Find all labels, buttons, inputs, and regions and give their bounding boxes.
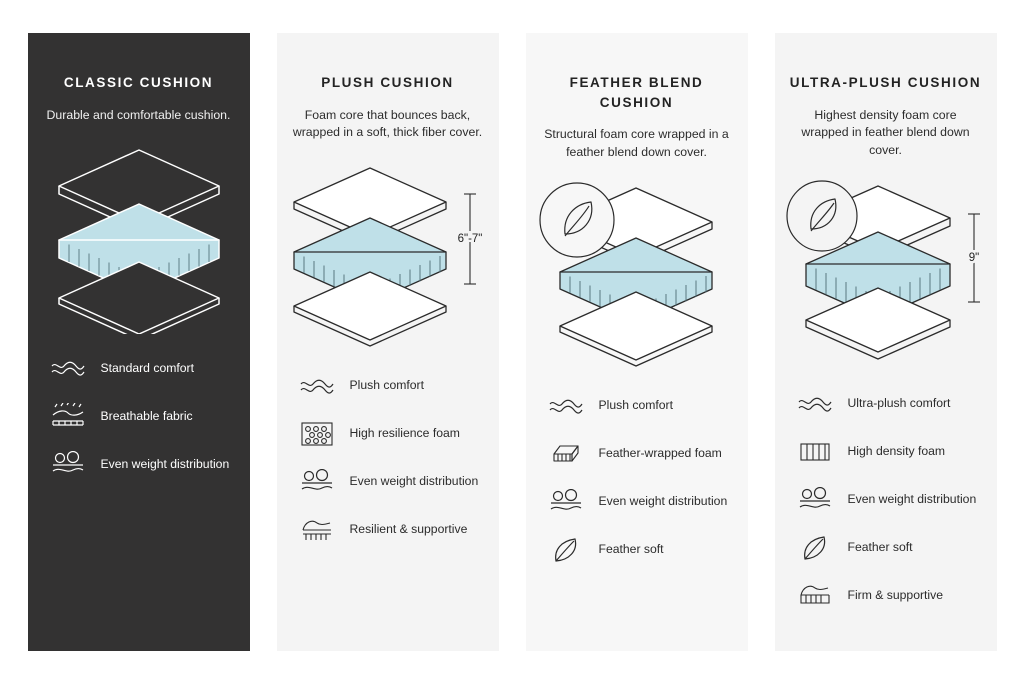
- wave-icon: [546, 391, 586, 421]
- card-ultra-plush-cushion[interactable]: [775, 33, 997, 651]
- card-description: Foam core that bounces back, wrapped in a soft, thick fiber cover.: [292, 107, 483, 140]
- even-weight-icon: [297, 467, 337, 497]
- dimension-label: 9": [968, 252, 980, 265]
- feature-label: Breathable fabric: [100, 408, 193, 423]
- card-title: CLASSIC CUSHION: [63, 75, 214, 90]
- feature-list: [775, 388, 997, 612]
- card-title: ULTRA-PLUSH CUSHION: [789, 75, 982, 90]
- cushion-illustration: [526, 172, 748, 384]
- feature-item[interactable]: [297, 418, 483, 450]
- feature-label: Firm & supportive: [847, 588, 943, 603]
- resilient-support-icon: [297, 515, 337, 545]
- feature-label: High density foam: [847, 444, 946, 459]
- feature-item[interactable]: [546, 534, 732, 566]
- feature-label: Plush comfort: [598, 397, 674, 412]
- card-feather-blend-cushion[interactable]: [526, 33, 748, 651]
- feature-item[interactable]: [795, 436, 981, 468]
- card-description: Durable and comfortable cushion.: [46, 107, 231, 122]
- feather-icon: [546, 535, 586, 565]
- feature-item[interactable]: [795, 532, 981, 564]
- cushion-illustration: [775, 170, 997, 382]
- feature-item[interactable]: [546, 438, 732, 470]
- feature-label: Resilient & supportive: [349, 522, 468, 537]
- feature-label: Ultra-plush comfort: [847, 396, 951, 411]
- feature-item[interactable]: [48, 400, 234, 432]
- card-description: Structural foam core wrapped in a feather blend down cover.: [544, 127, 729, 159]
- dimension-label: 6"-7": [457, 233, 483, 246]
- feature-item[interactable]: [546, 390, 732, 422]
- feature-label: Feather soft: [847, 540, 913, 555]
- feature-item[interactable]: [48, 448, 234, 480]
- firm-support-icon: [795, 581, 835, 611]
- feature-label: Even weight distribution: [847, 492, 977, 507]
- feature-list: [277, 370, 499, 546]
- feature-item[interactable]: [297, 514, 483, 546]
- feature-label: Even weight distribution: [100, 456, 230, 471]
- feature-item[interactable]: [297, 370, 483, 402]
- feather-wrapped-foam-icon: [546, 439, 586, 469]
- cushion-illustration: [28, 134, 250, 346]
- even-weight-icon: [48, 449, 88, 479]
- feature-label: Plush comfort: [349, 378, 425, 393]
- feature-label: Standard comfort: [100, 360, 194, 375]
- card-plush-cushion[interactable]: [277, 33, 499, 651]
- feature-label: Even weight distribution: [349, 474, 479, 489]
- feature-item[interactable]: [48, 352, 234, 384]
- cushion-illustration: [277, 152, 499, 364]
- feature-label: High resilience foam: [349, 426, 460, 441]
- wave-icon: [795, 389, 835, 419]
- high-density-foam-icon: [795, 437, 835, 467]
- layered-cushion-diagram-dark: [39, 134, 239, 334]
- feature-label: Even weight distribution: [598, 493, 728, 508]
- even-weight-icon: [795, 485, 835, 515]
- feature-item[interactable]: [795, 484, 981, 516]
- wave-icon: [48, 353, 88, 383]
- card-title: PLUSH CUSHION: [321, 75, 454, 90]
- layered-cushion-diagram: [778, 170, 993, 375]
- feature-item[interactable]: [795, 580, 981, 612]
- feature-item[interactable]: [297, 466, 483, 498]
- card-title: FEATHER BLEND CUSHION: [569, 75, 704, 110]
- feature-item[interactable]: [795, 388, 981, 420]
- card-classic-cushion[interactable]: [28, 33, 250, 651]
- feature-label: Feather-wrapped foam: [598, 445, 722, 460]
- wave-icon: [297, 371, 337, 401]
- feature-label: Feather soft: [598, 541, 664, 556]
- card-description: Highest density foam core wrapped in feather blend down cover.: [801, 107, 970, 158]
- layered-cushion-diagram: [280, 152, 495, 357]
- breathable-fabric-icon: [48, 401, 88, 431]
- feature-list: [28, 352, 250, 480]
- high-resilience-foam-icon: [297, 419, 337, 449]
- layered-cushion-diagram: [529, 172, 744, 377]
- feather-icon: [795, 533, 835, 563]
- feature-list: [526, 390, 748, 566]
- even-weight-icon: [546, 487, 586, 517]
- feature-item[interactable]: [546, 486, 732, 518]
